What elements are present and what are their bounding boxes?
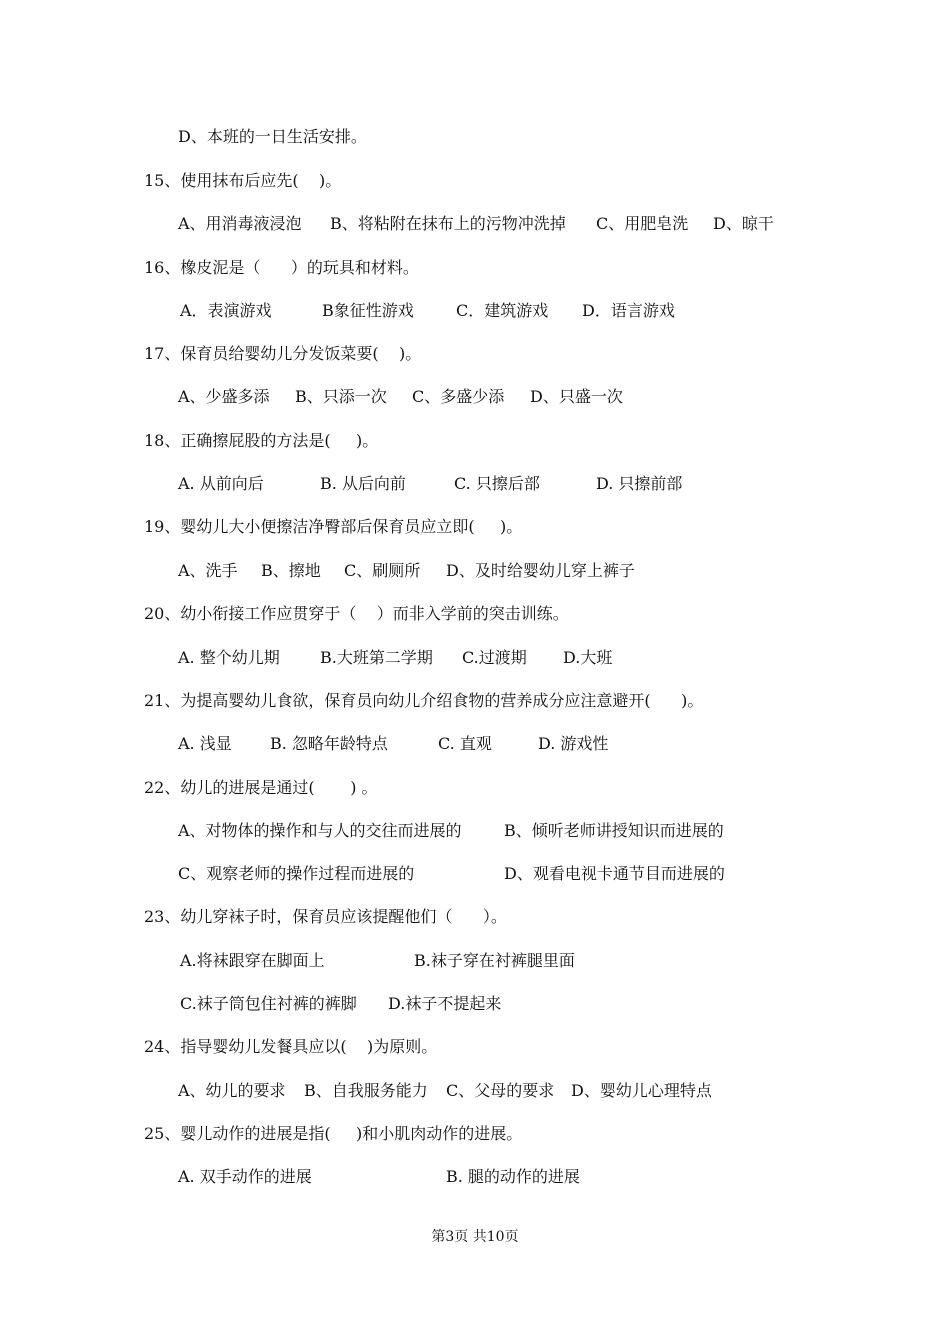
- option: C．建筑游戏: [456, 301, 549, 320]
- option: B. 腿的动作的进展: [446, 1167, 580, 1186]
- option-line: D、本班的一日生活安排。: [178, 127, 367, 146]
- question-25: 25、婴儿动作的进展是指( )和小肌肉动作的进展。: [144, 1124, 523, 1143]
- option: B、自我服务能力: [304, 1081, 428, 1100]
- option: C、多盛少添: [412, 387, 505, 406]
- option: A.将袜跟穿在脚面上: [180, 951, 325, 970]
- option: A、对物体的操作和与人的交往而进展的: [178, 821, 462, 840]
- option: C.袜子筒包住衬裤的裤脚: [180, 994, 357, 1013]
- option: B、只添一次: [295, 387, 387, 406]
- option: C. 只擦后部: [454, 474, 540, 493]
- option: C. 直观: [438, 734, 492, 753]
- option: B、倾听老师讲授知识而进展的: [504, 821, 724, 840]
- question-20: 20、幼小衔接工作应贯穿于（ ）而非入学前的突击训练。: [144, 604, 569, 623]
- option: B. 从后向前: [320, 474, 406, 493]
- option: C、观察老师的操作过程而进展的: [178, 864, 415, 883]
- option: A、幼儿的要求: [178, 1081, 286, 1100]
- option: C、父母的要求: [446, 1081, 555, 1100]
- option: D. 游戏性: [538, 734, 609, 753]
- question-23: 23、幼儿穿袜子时，保育员应该提醒他们（ ）。: [144, 907, 507, 926]
- option: A. 浅显: [178, 734, 232, 753]
- option: C、刷厕所: [344, 561, 421, 580]
- option: D、婴幼儿心理特点: [571, 1081, 712, 1100]
- option: D.袜子不提起来: [388, 994, 502, 1013]
- question-19: 19、婴幼儿大小便擦洁净臀部后保育员应立即( )。: [144, 517, 523, 536]
- page-number-footer: 第3页 共10页: [431, 1229, 519, 1245]
- question-18: 18、正确擦屁股的方法是( )。: [144, 431, 379, 450]
- question-16: 16、橡皮泥是（ ）的玩具和材料。: [144, 258, 419, 277]
- option: D．语言游戏: [582, 301, 675, 320]
- option: D、只盛一次: [530, 387, 623, 406]
- option: B象征性游戏: [322, 301, 414, 320]
- option: D、观看电视卡通节目而进展的: [504, 864, 725, 883]
- question-15: 15、使用抹布后应先( )。: [144, 171, 342, 190]
- option: B、将粘附在抹布上的污物冲洗掉: [330, 214, 566, 233]
- option: A、用消毒液浸泡: [178, 214, 302, 233]
- option: A. 整个幼儿期: [178, 648, 280, 667]
- option: C.过渡期: [462, 648, 527, 667]
- option: D. 只擦前部: [596, 474, 683, 493]
- option: D、晾干: [713, 214, 774, 233]
- option: B.大班第二学期: [320, 648, 433, 667]
- option: B. 忽略年龄特点: [270, 734, 388, 753]
- option: B.袜子穿在衬裤腿里面: [414, 951, 575, 970]
- option: A．表演游戏: [180, 301, 272, 320]
- question-22: 22、幼儿的进展是通过( ) 。: [144, 778, 378, 797]
- option: A、洗手: [178, 561, 238, 580]
- option: D.大班: [563, 648, 613, 667]
- option: C、用肥皂洗: [596, 214, 689, 233]
- option: B、擦地: [261, 561, 321, 580]
- question-24: 24、指导婴幼儿发餐具应以( )为原则。: [144, 1037, 438, 1056]
- question-21: 21、为提高婴幼儿食欲，保育员向幼儿介绍食物的营养成分应注意避开( )。: [144, 691, 704, 710]
- option: A. 双手动作的进展: [178, 1167, 312, 1186]
- option: A. 从前向后: [178, 474, 264, 493]
- question-17: 17、保育员给婴幼儿分发饭菜要( )。: [144, 344, 422, 363]
- option: D、及时给婴幼儿穿上裤子: [446, 561, 635, 580]
- option: A、少盛多添: [178, 387, 270, 406]
